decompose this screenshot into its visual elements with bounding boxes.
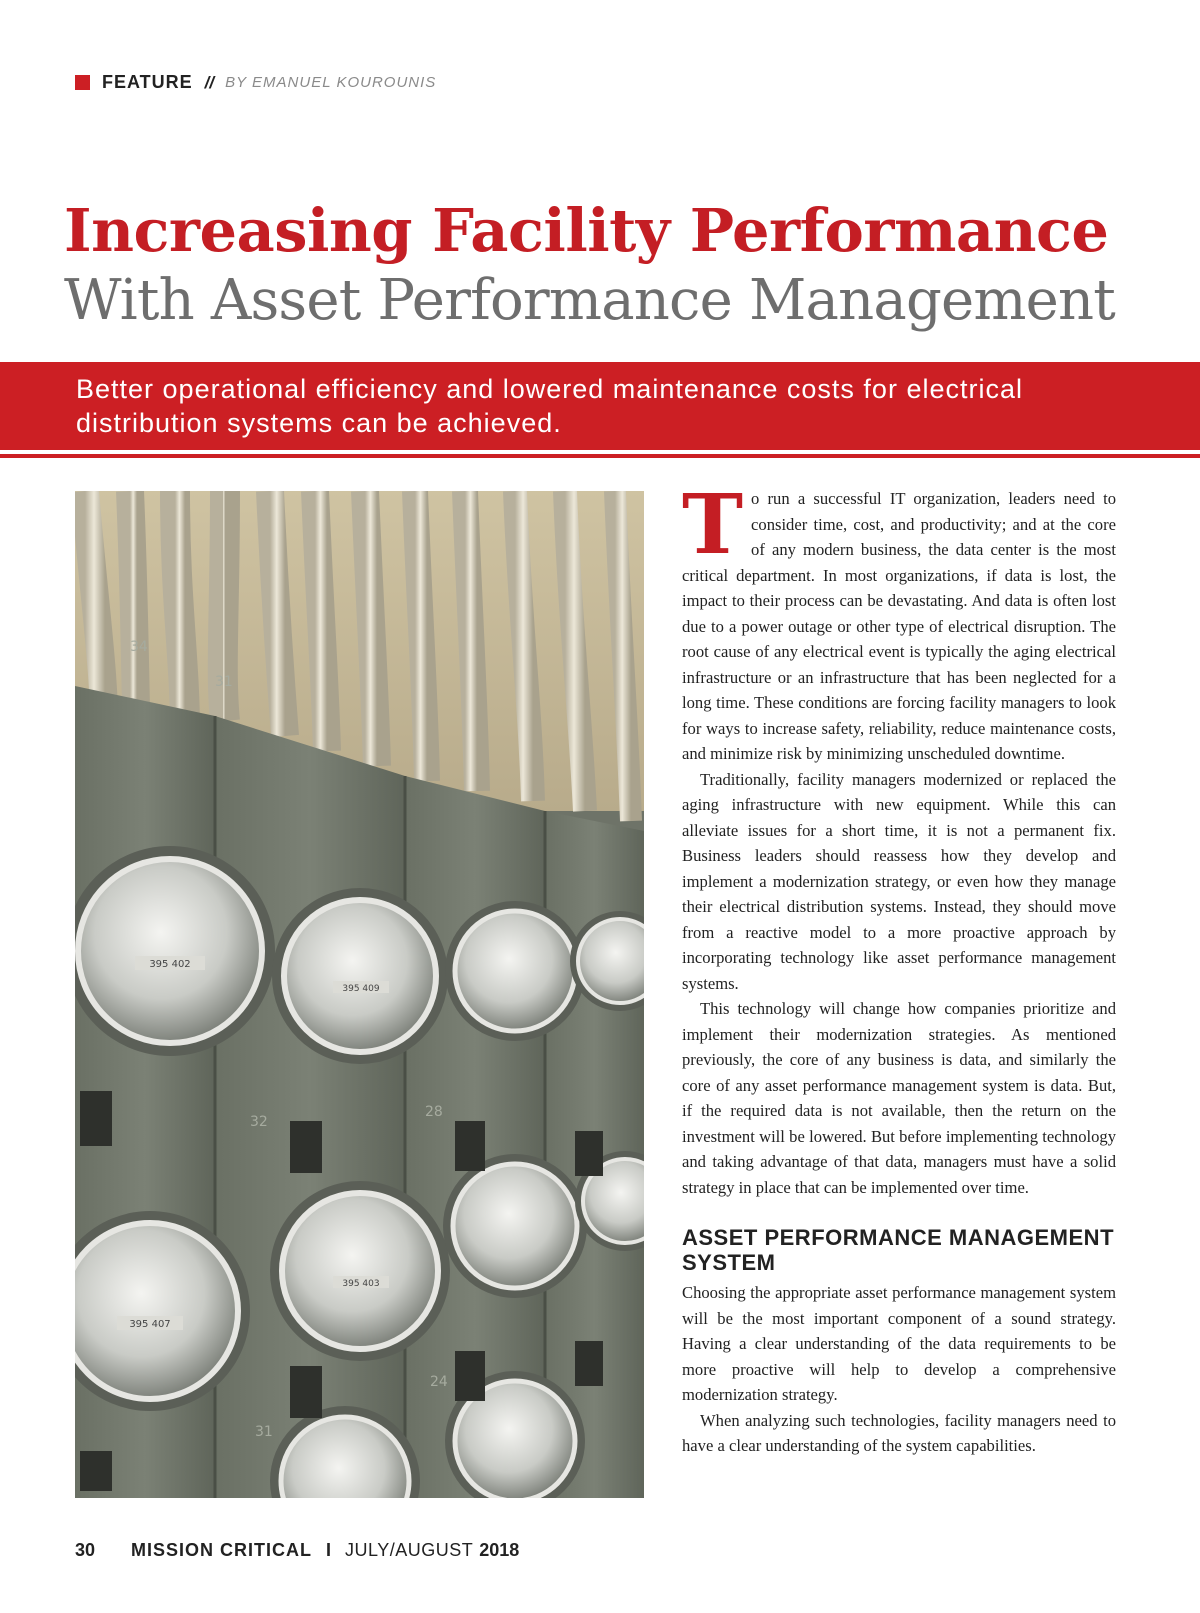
issue-year: 2018 <box>479 1540 520 1560</box>
meter-label: 395 409 <box>342 984 380 994</box>
kicker <box>75 72 436 93</box>
headline-line-2: With Asset Performance Management <box>64 268 1115 333</box>
panel-number: 31 <box>255 1424 273 1440</box>
section-marker-square <box>75 75 90 90</box>
meter-bottom-center <box>270 1181 450 1361</box>
deck-banner <box>0 362 1200 454</box>
meter-label: 395 403 <box>342 1279 380 1289</box>
meter-top-center <box>272 888 448 1064</box>
meter-label: 395 402 <box>149 959 191 970</box>
paragraph-3: This technology will change how companies prioritize and implement their modernization strategies. As mentioned previously, the core of any business is data, and similarly the core of any asset performance management system is data. But, if the required data is not available, then the return on the investment will be lowered. But before implementing technology and taking advantage of that data, managers must have a solid strategy in place that can be implemented over time. <box>682 999 1116 1197</box>
drop-cap: T <box>682 477 744 573</box>
panel-number: 31 <box>215 674 233 690</box>
meter-top-right <box>445 901 585 1041</box>
section-subhead: ASSET PERFORMANCE MANAGEMENT SYSTEM <box>682 1225 1115 1275</box>
paragraph-4: Choosing the appropriate asset performance management system will be the most important component of a sound strategy. Having a clear understanding of the data requirements to be more proactive will help to develop a comprehensive modernization strategy. <box>682 1283 1116 1404</box>
footer-separator: I <box>326 1540 332 1560</box>
magazine-name: MISSION CRITICAL <box>131 1540 313 1560</box>
page-number: 30 <box>75 1540 96 1560</box>
paragraph-1 <box>682 477 1116 767</box>
deck-text: Better operational efficiency and lowered maintenance costs for electrical distribution systems can be achieved. <box>76 374 1023 438</box>
electric-meters-photo <box>75 491 644 1498</box>
byline: BY EMANUEL KOUROUNIS <box>225 74 437 91</box>
panel-number: 32 <box>250 1114 268 1130</box>
panel-number: 34 <box>130 639 148 655</box>
meter-bottom-right <box>443 1154 587 1298</box>
article-body <box>682 477 1116 1459</box>
paragraph-2: Traditionally, facility managers modernized or replaced the aging infrastructure with new equipment. While this can alleviate issues for a short time, it is not a permanent fix. Business leaders should reassess how they develop and implement a modernization strategy, or even how they manage their electrical distribution systems. Instead, they should move from a reactive model to a more proactive approach by incorporating technology like asset performance management systems. <box>682 769 1116 993</box>
paragraph-5: When analyzing such technologies, facility managers need to have a clear understanding of the system capabilities. <box>682 1410 1116 1455</box>
issue-date: JULY/AUGUST <box>345 1540 474 1560</box>
panel-number: 28 <box>425 1104 443 1120</box>
headline-line-1: Increasing Facility Performance <box>64 196 1109 265</box>
panel-number: 24 <box>430 1374 448 1390</box>
section-label: FEATURE <box>102 72 193 92</box>
kicker-separator: // <box>204 72 215 92</box>
page-footer <box>75 1540 519 1561</box>
paragraph-1-text: o run a successful IT organization, leaders need to consider time, cost, and productivity; and at the core of any modern business, the data center is the most critical department. In most organizations, if data is lost, the impact to their process can be devastating. And data is often lost due to a power outage or other type of electrical disruption. The root cause of any electrical event is typically the aging electrical infrastructure or an infrastructure that has been neglected for a long time. These conditions are forcing facility managers to look for ways to increase safety, reliability, reduce maintenance costs, and minimize risk by minimizing unscheduled downtime. <box>682 489 1116 763</box>
meter-label: 395 407 <box>129 1319 171 1330</box>
